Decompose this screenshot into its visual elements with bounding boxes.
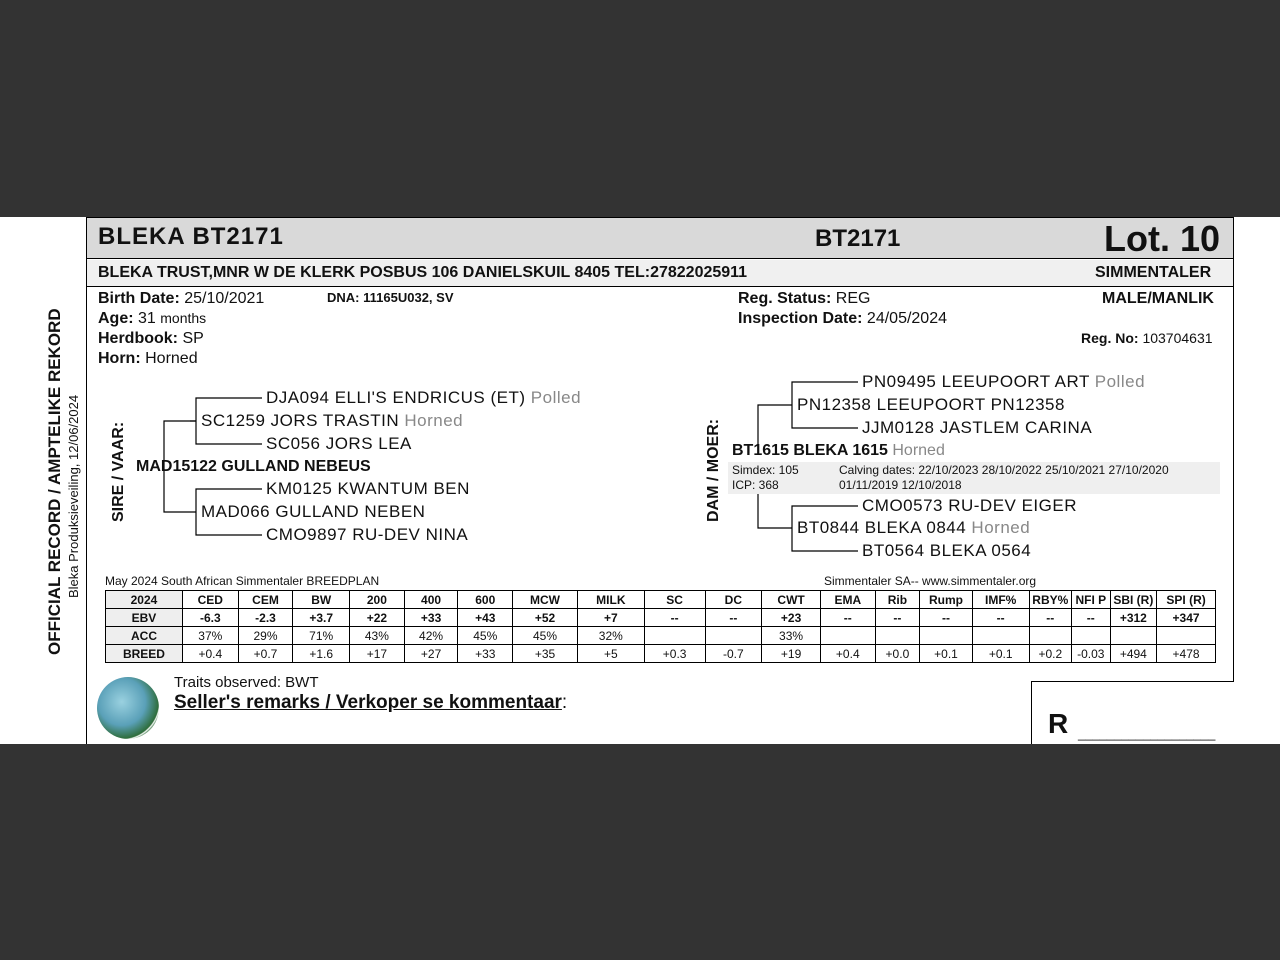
sire-sire-dam: SC056 JORS LEA — [266, 434, 412, 453]
table-cell: +27 — [404, 645, 458, 663]
table-cell: +19 — [762, 645, 821, 663]
table-cell: +0.7 — [238, 645, 293, 663]
dna-info: DNA: 11165U032, SV — [327, 290, 454, 305]
table-cell: 32% — [577, 627, 644, 645]
table-cell — [1029, 627, 1072, 645]
official-record-label: OFFICIAL RECORD / AMPTELIKE REKORD — [45, 308, 64, 655]
table-cell: 71% — [293, 627, 350, 645]
sire-dam: MAD066 GULLAND NEBEN — [201, 502, 426, 521]
table-cell: +5 — [577, 645, 644, 663]
reg-status: Reg. Status: REG — [738, 290, 871, 307]
table-cell: +478 — [1157, 645, 1216, 663]
column-header: NFI P — [1072, 591, 1110, 609]
table-cell — [644, 627, 705, 645]
society-logo-icon — [97, 677, 159, 739]
table-cell: +0.1 — [920, 645, 973, 663]
table-cell: +0.3 — [644, 645, 705, 663]
sire-dam-sire: KM0125 KWANTUM BEN — [266, 479, 470, 498]
table-cell: +7 — [577, 609, 644, 627]
column-header: Rib — [875, 591, 920, 609]
sire-label: SIRE / VAAR: — [110, 421, 127, 522]
table-cell: +23 — [762, 609, 821, 627]
table-cell: 45% — [513, 627, 578, 645]
dam-sire-sire: PN09495 LEEUPOORT ART Polled — [862, 372, 1146, 391]
table-cell: 33% — [762, 627, 821, 645]
sire-sire: SC1259 JORS TRASTIN Horned — [201, 411, 464, 430]
seller-remarks: Seller's remarks / Verkoper se kommentaar: — [174, 692, 568, 713]
table-cell: +43 — [458, 609, 513, 627]
table-cell: -- — [644, 609, 705, 627]
dam-label: DAM / MOER: — [705, 418, 722, 522]
table-cell: -- — [972, 609, 1029, 627]
table-cell: -2.3 — [238, 609, 293, 627]
table-cell: 45% — [458, 627, 513, 645]
table-cell: -- — [1072, 609, 1110, 627]
table-cell: +0.2 — [1029, 645, 1072, 663]
lot-number: Lot. 10 — [1104, 218, 1221, 259]
table-cell: +17 — [350, 645, 405, 663]
table-cell: -0.7 — [705, 645, 762, 663]
column-header: CWT — [762, 591, 821, 609]
table-cell: +35 — [513, 645, 578, 663]
reg-number: Reg. No: 103704631 — [1081, 330, 1213, 346]
price-r-label: R — [1048, 708, 1069, 739]
row-label: BREED — [106, 645, 183, 663]
table-cell: +52 — [513, 609, 578, 627]
table-cell — [1157, 627, 1216, 645]
herdbook: Herdbook: SP — [98, 330, 204, 347]
traits-observed: Traits observed: BWT — [174, 674, 319, 691]
table-cell: +312 — [1110, 609, 1157, 627]
dam-name: BT1615 BLEKA 1615 Horned — [732, 442, 945, 459]
column-header: Rump — [920, 591, 973, 609]
table-cell: -- — [920, 609, 973, 627]
table-cell: +0.4 — [182, 645, 238, 663]
table-cell: +494 — [1110, 645, 1157, 663]
birth-date: Birth Date: 25/10/2021 — [98, 290, 265, 307]
table-cell: -- — [705, 609, 762, 627]
inspection-date: Inspection Date: 24/05/2024 — [738, 310, 947, 327]
table-cell: +0.1 — [972, 645, 1029, 663]
table-cell — [972, 627, 1029, 645]
table-cell: +0.4 — [820, 645, 875, 663]
age: Age: 31 months — [98, 310, 207, 327]
column-header: SPI (R) — [1157, 591, 1216, 609]
table-cell: 29% — [238, 627, 293, 645]
sex-label: MALE/MANLIK — [1102, 290, 1214, 307]
owner-info: BLEKA TRUST,MNR W DE KLERK POSBUS 106 DANIELSKUIL 8405 TEL:27822025911 — [98, 264, 748, 281]
table-cell: -- — [1029, 609, 1072, 627]
table-cell — [875, 627, 920, 645]
dam-dam-sire: CMO0573 RU-DEV EIGER — [862, 496, 1077, 515]
table-cell: +0.0 — [875, 645, 920, 663]
column-header: SC — [644, 591, 705, 609]
ebv-table — [105, 590, 1216, 663]
price-line: ___________________ — [1078, 726, 1216, 741]
table-cell — [705, 627, 762, 645]
table-cell: 43% — [350, 627, 405, 645]
table-cell — [1110, 627, 1157, 645]
breedplan-caption: May 2024 South African Simmentaler BREEDPLAN — [105, 574, 380, 588]
column-header: 200 — [350, 591, 405, 609]
column-header: 2024 — [106, 591, 183, 609]
column-header: RBY% — [1029, 591, 1072, 609]
column-header: IMF% — [972, 591, 1029, 609]
table-cell: -6.3 — [182, 609, 238, 627]
animal-code: BT2171 — [815, 225, 901, 252]
sire-dam-dam: CMO9897 RU-DEV NINA — [266, 525, 469, 544]
table-cell: +3.7 — [293, 609, 350, 627]
table-cell — [920, 627, 973, 645]
horn-status: Horn: Horned — [98, 350, 198, 367]
row-label: ACC — [106, 627, 183, 645]
table-cell: 42% — [404, 627, 458, 645]
table-cell: +1.6 — [293, 645, 350, 663]
icp: ICP: 368 — [732, 478, 779, 492]
animal-name: BLEKA BT2171 — [98, 223, 284, 250]
column-header: 600 — [458, 591, 513, 609]
dam-calving-panel — [728, 462, 1220, 494]
sire-sire-sire: DJA094 ELLI'S ENDRICUS (ET) Polled — [266, 388, 582, 407]
column-header: BW — [293, 591, 350, 609]
column-header: MCW — [513, 591, 578, 609]
calving-dates-2: 01/11/2019 12/10/2018 — [839, 478, 962, 492]
column-header: DC — [705, 591, 762, 609]
table-cell: 37% — [182, 627, 238, 645]
dam-dam: BT0844 BLEKA 0844 Horned — [797, 518, 1031, 537]
row-label: EBV — [106, 609, 183, 627]
column-header: MILK — [577, 591, 644, 609]
dam-sire-dam: JJM0128 JASTLEM CARINA — [862, 418, 1093, 437]
table-row-breed — [106, 645, 1216, 663]
price-box — [1031, 681, 1234, 744]
sale-label: Bleka Produksieveiling, 12/06/2024 — [66, 394, 81, 598]
table-row-acc — [106, 627, 1216, 645]
website-caption: Simmentaler SA-- www.simmentaler.org — [824, 574, 1037, 588]
table-header-row — [106, 591, 1216, 609]
table-cell: -- — [820, 609, 875, 627]
table-cell: -- — [875, 609, 920, 627]
table-cell — [820, 627, 875, 645]
table-cell: +22 — [350, 609, 405, 627]
table-cell — [1072, 627, 1110, 645]
simdex: Simdex: 105 — [732, 463, 799, 477]
column-header: CED — [182, 591, 238, 609]
table-row-ebv — [106, 609, 1216, 627]
dam-dam-dam: BT0564 BLEKA 0564 — [862, 541, 1032, 560]
column-header: EMA — [820, 591, 875, 609]
column-header: 400 — [404, 591, 458, 609]
column-header: SBI (R) — [1110, 591, 1157, 609]
column-header: CEM — [238, 591, 293, 609]
dam-sire: PN12358 LEEUPOORT PN12358 — [797, 395, 1065, 414]
calving-dates-1: Calving dates: 22/10/2023 28/10/2022 25/10/2021 27/10/2020 — [839, 463, 1169, 477]
sire-name: MAD15122 GULLAND NEBEUS — [136, 458, 371, 475]
table-cell: +33 — [404, 609, 458, 627]
table-cell: -0.03 — [1072, 645, 1110, 663]
table-cell: +33 — [458, 645, 513, 663]
breed-label: SIMMENTALER — [1095, 264, 1212, 281]
table-cell: +347 — [1157, 609, 1216, 627]
